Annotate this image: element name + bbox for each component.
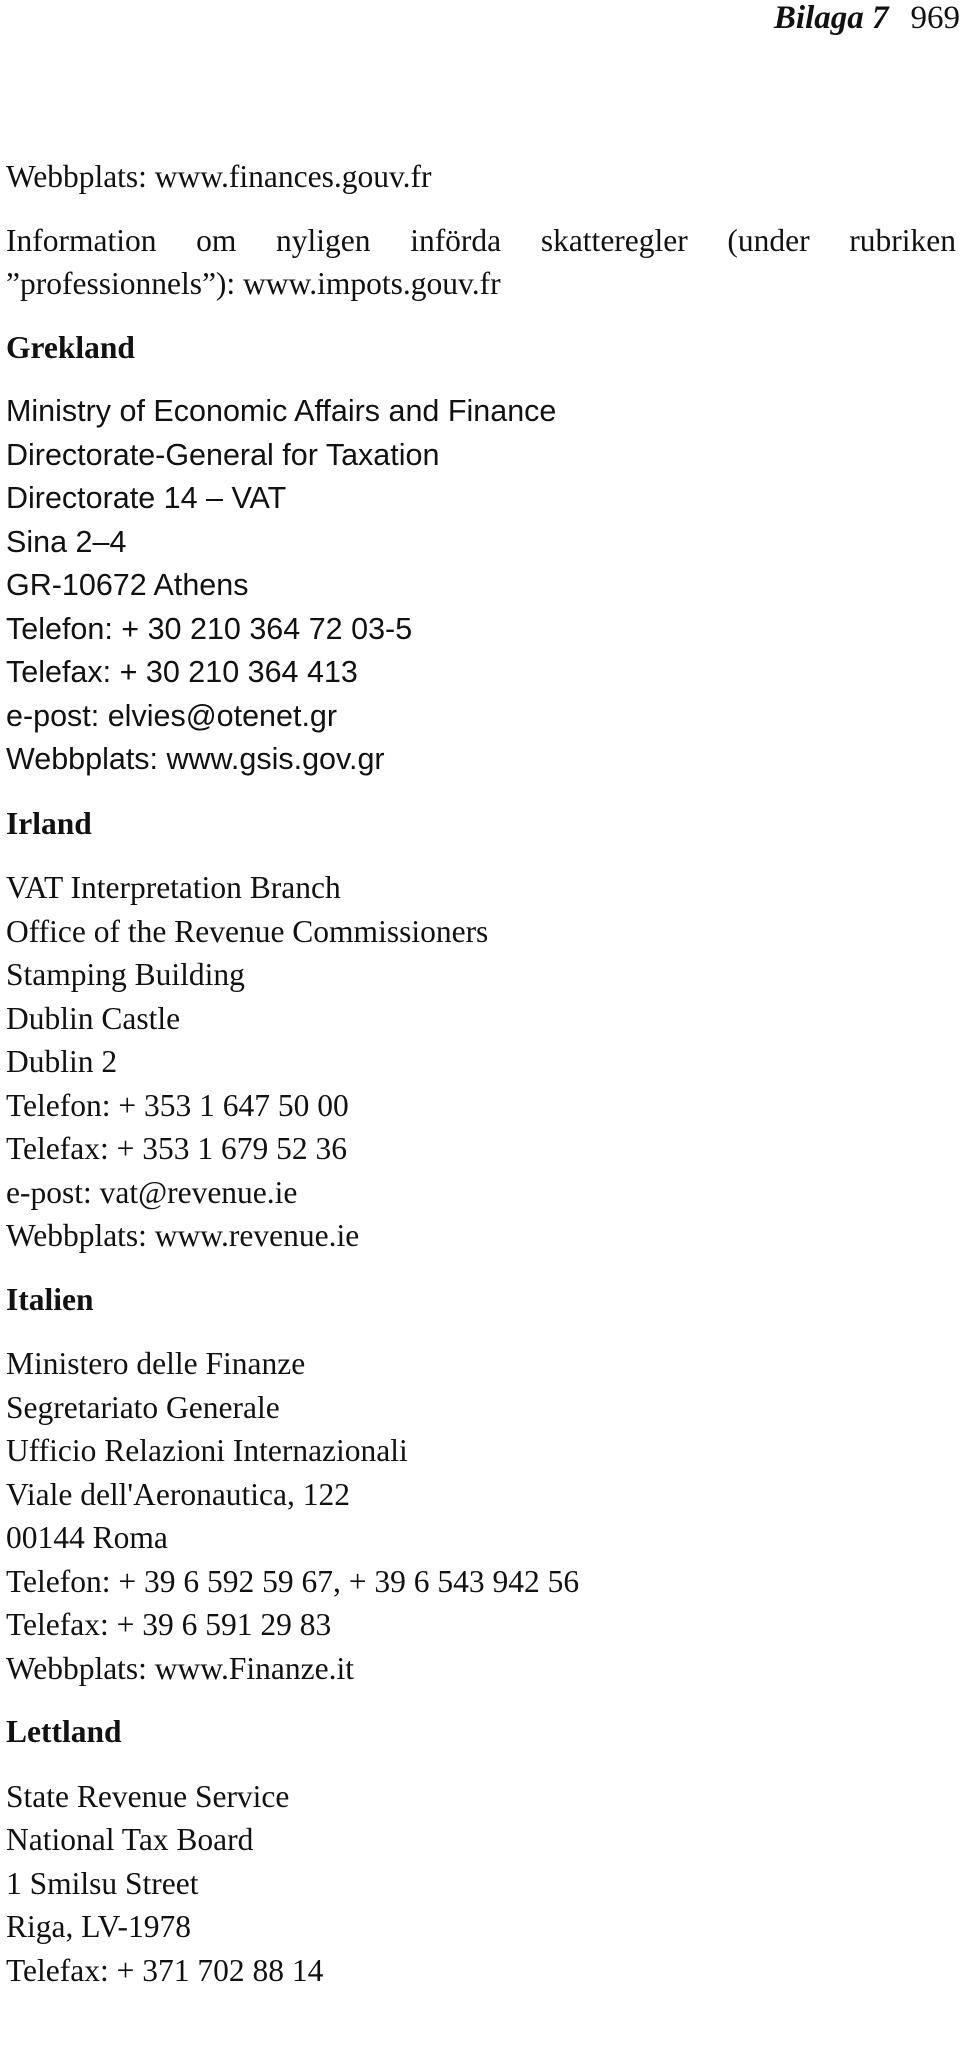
italy-fax: Telefax: + 39 6 591 29 83 xyxy=(6,1607,332,1642)
ireland-heading: Irland xyxy=(6,805,92,841)
ireland-email: e-post: vat@revenue.ie xyxy=(6,1174,298,1210)
france-info-line-1: Information om nyligen införda skatteregler (under rubriken xyxy=(6,222,956,258)
greece-line: GR-10672 Athens xyxy=(6,568,249,602)
ireland-line: Stamping Building xyxy=(6,957,245,992)
france-website: Webbplats: www.finances.gouv.fr xyxy=(6,159,432,194)
document-body xyxy=(6,155,956,1992)
ireland-fax: Telefax: + 353 1 679 52 36 xyxy=(6,1131,347,1166)
italy-line: Segretariato Generale xyxy=(6,1389,280,1425)
page-header xyxy=(774,0,960,34)
section-france xyxy=(6,155,956,306)
italy-line: Viale dell'Aeronautica, 122 xyxy=(6,1476,351,1512)
greece-line: Directorate 14 – VAT xyxy=(6,481,287,515)
greece-email: e-post: elvies@otenet.gr xyxy=(6,698,338,733)
greece-website: Webbplats: www.gsis.gov.gr xyxy=(6,742,385,776)
section-italy xyxy=(6,1278,956,1691)
appendix-title: Bilaga 7 xyxy=(773,0,889,36)
greece-fax: Telefax: + 30 210 364 413 xyxy=(6,655,358,689)
italy-line: Ufficio Relazioni Internazionali xyxy=(6,1433,408,1468)
italy-phone: Telefon: + 39 6 592 59 67, + 39 6 543 942 56 xyxy=(6,1563,580,1599)
latvia-line: State Revenue Service xyxy=(6,1778,290,1814)
section-latvia xyxy=(6,1710,956,1992)
greece-heading: Grekland xyxy=(6,329,135,365)
ireland-line: VAT Interpretation Branch xyxy=(6,870,341,905)
ireland-line: Office of the Revenue Commissioners xyxy=(6,913,489,949)
latvia-line: 1 Smilsu Street xyxy=(6,1865,199,1901)
ireland-line: Dublin Castle xyxy=(6,1000,181,1036)
italy-line: Ministero delle Finanze xyxy=(6,1346,306,1381)
latvia-line: National Tax Board xyxy=(6,1822,254,1857)
ireland-line: Dublin 2 xyxy=(6,1044,118,1079)
section-greece xyxy=(6,326,956,782)
italy-line: 00144 Roma xyxy=(6,1520,168,1555)
greece-line: Ministry of Economic Affairs and Finance xyxy=(6,394,557,428)
greece-line: Directorate-General for Taxation xyxy=(6,437,440,472)
italy-heading: Italien xyxy=(6,1281,94,1317)
latvia-fax: Telefax: + 371 702 88 14 xyxy=(6,1952,324,1988)
section-ireland xyxy=(6,802,956,1258)
france-info-line-2: ”professionnels”): www.impots.gouv.fr xyxy=(6,266,501,301)
greece-line: Sina 2–4 xyxy=(6,524,127,559)
ireland-website: Webbplats: www.revenue.ie xyxy=(6,1218,360,1253)
greece-phone: Telefon: + 30 210 364 72 03-5 xyxy=(6,611,413,646)
ireland-phone: Telefon: + 353 1 647 50 00 xyxy=(6,1087,349,1123)
italy-website: Webbplats: www.Finanze.it xyxy=(6,1650,354,1686)
latvia-heading: Lettland xyxy=(6,1714,122,1749)
latvia-line: Riga, LV-1978 xyxy=(6,1909,191,1944)
page-number: 969 xyxy=(910,0,960,36)
